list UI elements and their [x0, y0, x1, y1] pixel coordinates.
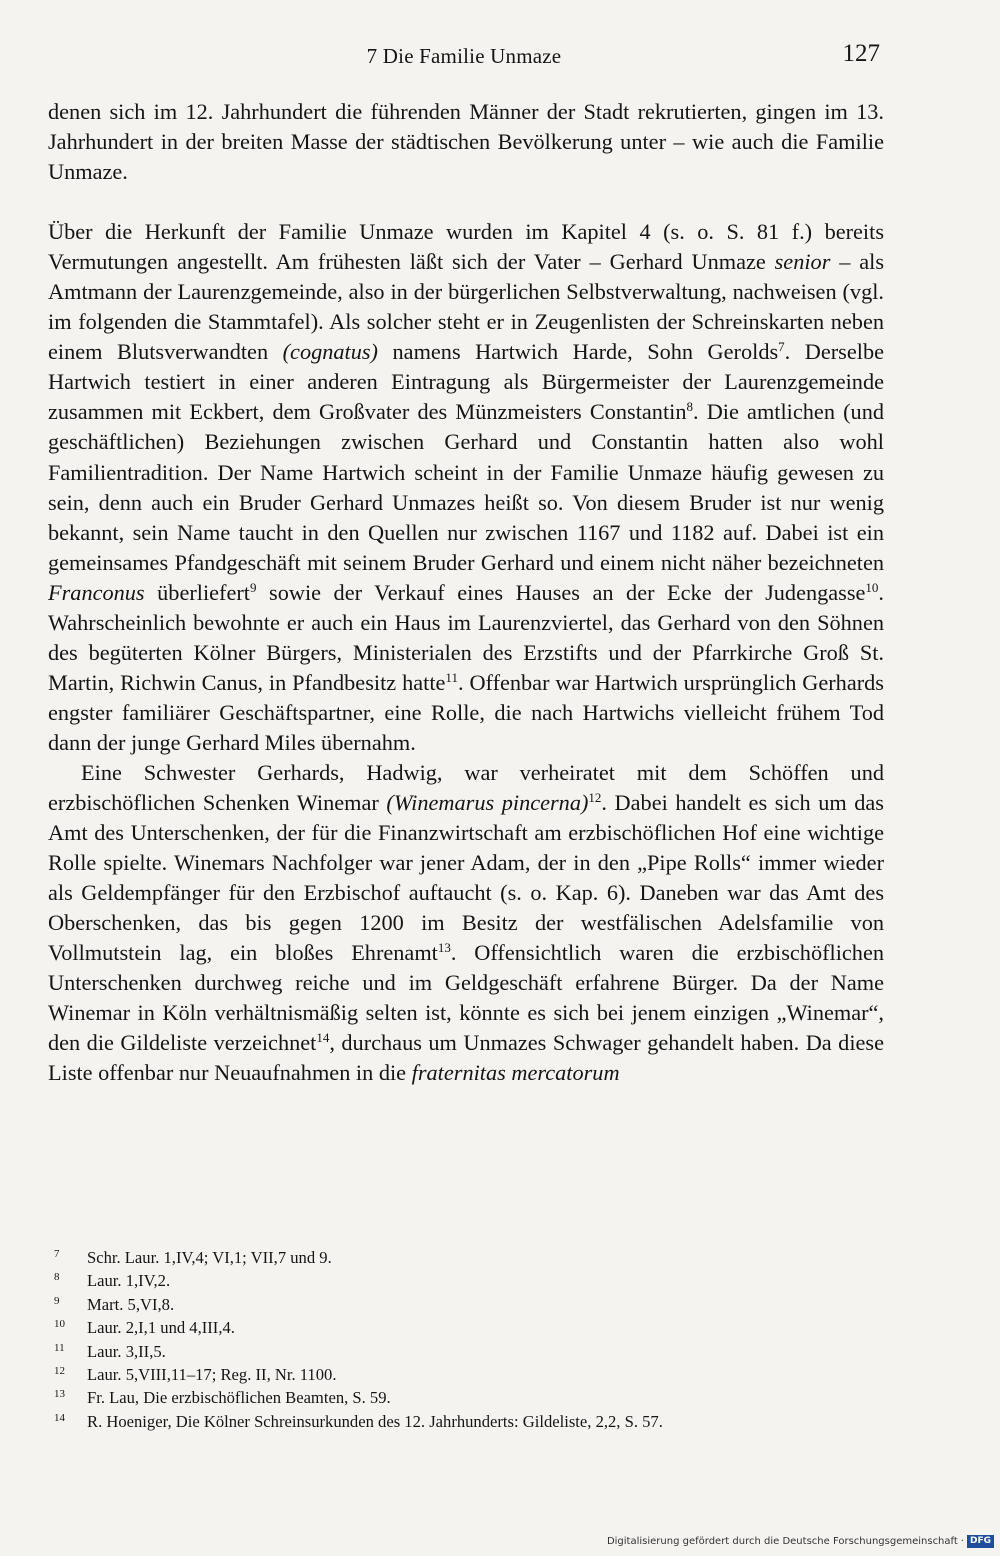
footnote-text: Laur. 1,IV,2. — [87, 1271, 171, 1291]
footnote-ref: 13 — [437, 940, 451, 956]
footnote — [54, 1246, 884, 1269]
footnotes — [54, 1246, 884, 1433]
footnote-number: 14 — [54, 1411, 65, 1424]
footnote-ref: 10 — [865, 579, 879, 595]
text-run: . Offenbar war Hartwich ursprünglich Gerhards engster familiärer Geschäftspartner, eine Rolle, die nach Hartwichs vielleicht frühem Tod dann der junge Gerhard Miles übernahm. — [48, 669, 884, 755]
footnote — [54, 1386, 884, 1409]
text-run: . Dabei handelt es sich um das Amt des Unterschenken, der für die Finanzwirtschaft am erzbischöflichen Hof eine wichtige Rolle spielte. Winemars Nachfolger war jener Adam, der in den „Pipe Rolls“ immer wieder als Geldempfänger für den Erzbischof auftaucht (s. o. Kap. 6). Daneben war das Amt des Oberschenken, das bis gegen 1200 im Besitz der westfälischen Adelsfamilie von Vollmutstein lag, ein bloßes Ehrenamt — [48, 790, 884, 966]
footnote-text: Laur. 3,II,5. — [87, 1341, 166, 1361]
italic-term: fraternitas mercatorum — [411, 1060, 620, 1086]
footnote-number: 9 — [54, 1294, 60, 1307]
dfg-logo: DFG — [967, 1535, 994, 1548]
footnote-number: 12 — [54, 1364, 65, 1377]
footnote-number: 11 — [54, 1341, 65, 1354]
text-run: Über die Herkunft der Familie Unmaze wurden im Kapitel 4 (s. o. S. 81 f.) bereits Vermutungen angestellt. Am frühesten läßt sich der Vater – Gerhard Unmaze — [48, 219, 884, 275]
italic-term: (cognatus) — [282, 339, 378, 365]
footnote-number: 10 — [54, 1318, 65, 1331]
paragraph-herkunft — [48, 217, 884, 758]
italic-term: senior — [774, 249, 831, 275]
footnote-text: R. Hoeniger, Die Kölner Schreinsurkunden des 12. Jahrhunderts: Gildeliste, 2,2, S. 57. — [87, 1411, 663, 1431]
footnote-ref: 7 — [778, 339, 785, 355]
footnote-text: Laur. 5,VIII,11–17; Reg. II, Nr. 1100. — [87, 1364, 337, 1384]
footnote — [54, 1316, 884, 1339]
italic-term: Franconus — [48, 579, 145, 605]
text-run: . Wahrscheinlich bewohnte er auch ein Haus im Laurenzviertel, das Gerhard von den Söhnen des begüterten Kölner Bürgers, Ministerialen des Erzstifts und der Pfarrkirche Groß St. Martin, Richwin Canus, in Pfandbesitz hatte — [48, 579, 884, 695]
text-run: sowie der Verkauf eines Hauses an der Ecke der Judengasse — [256, 579, 866, 605]
credit-text: Digitalisierung gefördert durch die Deutsche Forschungsgemeinschaft — [606, 1536, 958, 1547]
body-text — [48, 97, 884, 1089]
footnote — [54, 1363, 884, 1386]
footnote-ref: 8 — [686, 399, 693, 415]
footnote-ref: 14 — [316, 1030, 330, 1046]
text-run: , durchaus um Unmazes Schwager gehandelt haben. Da diese Liste offenbar nur Neuaufnahmen in die — [48, 1030, 884, 1086]
footnote-text: Schr. Laur. 1,IV,4; VI,1; VII,7 und 9. — [87, 1248, 332, 1267]
text-run: – als Amtmann der Laurenzgemeinde, also in der bürgerlichen Selbstverwaltung, nachweisen (vgl. im folgenden die Stammtafel). Als solcher steht er in Zeugenlisten der Schreinskarten neben einem Blutsverwandten — [48, 249, 884, 365]
text-run: . Offensichtlich waren die erzbischöflichen Unterschenken durchweg reiche und im Geldgeschäft erfahrene Bürger. Da der Name Winemar in Köln verhältnismäßig selten ist, könnte es sich bei jenem einzigen „Winemar“, den die Gildeliste verzeichnet — [48, 940, 884, 1056]
footnote-text: Laur. 2,I,1 und 4,III,4. — [87, 1318, 235, 1338]
paragraph-schwester — [48, 758, 884, 1089]
running-head — [48, 40, 880, 78]
digitization-credit — [607, 1535, 994, 1548]
footnote-number: 7 — [54, 1248, 60, 1260]
footnote — [54, 1269, 884, 1292]
chapter-title: 7 Die Familie Unmaze — [366, 44, 562, 68]
text-run: . Die amtlichen (und geschäftlichen) Beziehungen zwischen Gerhard und Constantin hatten also wohl Familientradition. Der Name Hartwich scheint in der Familie Unmaze häufig gewesen zu sein, denn auch ein Bruder Gerhard Unmazes heißt so. Von diesem Bruder ist nur wenig bekannt, sein Name taucht in den Quellen nur zwischen 1167 und 1182 auf. Dabei ist ein gemeinsames Pfandgeschäft mit seinem Bruder Gerhard und einem nicht näher bezeichneten — [48, 399, 884, 575]
page-number: 127 — [842, 40, 880, 67]
text-run: . Derselbe Hartwich testiert in einer anderen Eintragung als Bürgermeister der Laurenzgemeinde zusammen mit Eckbert, dem Großvater des Münzmeisters Constantin — [48, 339, 884, 425]
footnote — [54, 1340, 884, 1363]
footnote-text: Mart. 5,VI,8. — [87, 1294, 175, 1314]
footnote-ref: 9 — [250, 579, 257, 595]
text-run: denen sich im 12. Jahrhundert die führenden Männer der Stadt rekrutierten, gingen im 13. Jahrhundert in der breiten Masse der städtischen Bevölkerung unter – wie auch die Familie Unmaze. — [48, 99, 884, 185]
footnote-ref: 12 — [588, 790, 602, 806]
italic-term: (Winemarus pincerna) — [386, 790, 589, 816]
credit-separator: · — [960, 1536, 964, 1547]
footnote — [54, 1293, 884, 1316]
footnote-number: 8 — [54, 1271, 60, 1284]
text-run: Eine Schwester Gerhards, Hadwig, war verheiratet mit dem Schöffen und erzbischöflichen Schenken Winemar — [48, 759, 884, 816]
footnote — [54, 1410, 884, 1433]
paragraph-continuation — [48, 97, 884, 187]
text-run: namens Hartwich Harde, Sohn Gerolds — [378, 339, 779, 365]
footnote-number: 13 — [54, 1388, 65, 1401]
footnote-ref: 11 — [445, 670, 458, 686]
text-run: überliefert — [144, 579, 250, 605]
footnote-text: Fr. Lau, Die erzbischöflichen Beamten, S. 59. — [87, 1388, 391, 1408]
